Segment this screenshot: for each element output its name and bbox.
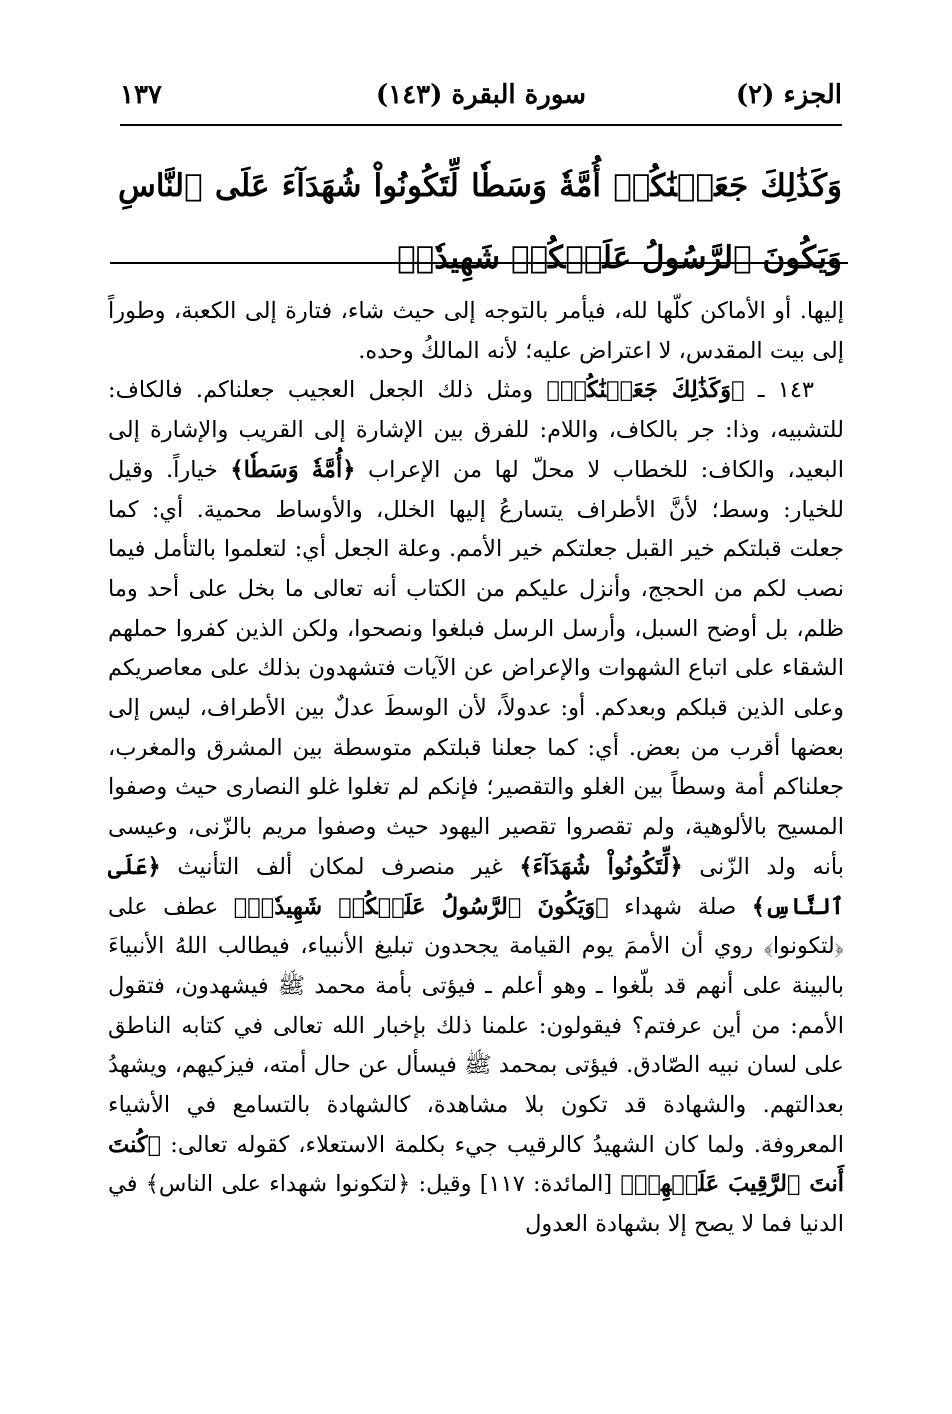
tafsir-body — [108, 292, 844, 1245]
quran-quote: ﴿لتكونوا﴾ — [763, 933, 844, 960]
quran-quote: ﴿عَلَى ٱلنَّاسِ﴾ — [108, 853, 844, 920]
paragraph — [108, 371, 844, 1244]
text-run: خياراً. وقيل للخيار: وسط؛ لأنَّ الأطراف يتسارعُ إليها الخلل، والأوساط محمية. أي: كما جعلت قبلتكم خير القبل جعلتكم خير الأمم. وعلة الجعل أي: لتعلموا بالتأمل فيما نصب لكم من الحجج، وأنزل عليكم من الكتاب أنه تعالى ما بخل على أحد وما ظلم، بل أوضح السبل، وأرسل الرسل فبلغوا ونصحوا، ولكن الذين كفروا حملهم الشقاء على اتباع الشهوات والإعراض عن الآيات فتشهدون بذلك على معاصريكم وعلى الذين قبلكم وبعدكم. أو: عدولاً، لأن الوسطَ عدلٌ بين الأطراف، ليس إلى بعضها أقرب من بعض. أي: كما جعلنا قبلتكم متوسطة بين المشرق والمغرب، جعلناكم أمة وسطاً بين الغلو والتقصير؛ فإنكم لم تغلوا غلو النصارى حيث وصفوا المسيح بالألوهية، ولم تقصروا تقصير اليهود حيث وصفوا مريم بالزّنى، وعيسى بأنه ولد الزّنى — [108, 456, 844, 880]
text-run: ومثل ذلك الجعل العجيب جعلناكم. فالكاف: للتشبيه، وذا: جر بالكاف، واللام: للفرق بين الإشارة إلى القريب والإشارة إلى البعيد، والكاف: للخطاب لا محلّ لها من الإعراب — [108, 377, 845, 483]
quran-quote: ﴿لِّتَكُونُواْ شُهَدَآءَ﴾ — [519, 853, 683, 880]
text-run: [المائدة: ١١٧] وقيل: — [410, 1171, 621, 1198]
text-run: عطف على — [108, 893, 234, 920]
text-run: ١٤٣ ـ — [744, 377, 814, 404]
verse-divider — [110, 262, 848, 264]
quran-quote: ﴿كُنتَ أَنتَ ٱلرَّقِيبَ عَلَيۡهِمۡ﴾ — [108, 1131, 844, 1198]
juz-label: الجزء (٢) — [735, 80, 842, 110]
text-run: غير منصرف لمكان ألف التأنيث — [160, 853, 520, 880]
quran-quote: ﴿وَيَكُونَ ٱلرَّسُولُ عَلَيۡكُمۡ شَهِيدٗاۗ﴾ — [233, 893, 609, 920]
text-run: صلة شهداء — [608, 893, 752, 920]
page-number: ١٣٧ — [120, 80, 162, 110]
quran-verse: وَكَذَٰلِكَ جَعَلۡنَٰكُمۡ أُمَّةٗ وَسَطٗا لِّتَكُونُواْ شُهَدَآءَ عَلَى ٱلنَّاسِ وَيَكُونَ ٱلرَّسُولُ عَلَيۡكُمۡ شَهِيدٗاۗ — [118, 168, 842, 276]
quran-quote: ﴿وَكَذَٰلِكَ جَعَلۡنَٰكُمۡ﴾ — [546, 377, 745, 404]
quran-quote: ﴿لتكونوا شهداء على الناس﴾ — [145, 1171, 411, 1198]
paragraph: إليها. أو الأماكن كلّها لله، فيأمر بالتوجه إلى حيث شاء، فتارة إلى الكعبة، وطوراً إلى بيت المقدس، لا اعتراض عليه؛ لأنه المالكُ وحده. — [108, 298, 844, 364]
text-run: في الدنيا فما لا يصح إلا بشهادة العدول — [108, 1171, 844, 1238]
text-run: روي أن الأممَ يوم القيامة يجحدون تبليغ الأنبياء، فيطالب اللهُ الأنبياءَ بالبينة على أنهم قد بلّغوا ـ وهو أعلم ـ فيؤتى بأمة محمد ﷺ فيشهدون، فتقول الأمم: من أين عرفتم؟ فيقولون: علمنا ذلك بإخبار الله تعالى في كتابه الناطق على لسان نبيه الصّادق. فيؤتى بمحمد ﷺ فيسأل عن حال أمته، فيزكيهم، ويشهدُ بعدالتهم. والشهادة قد تكون بلا مشاهدة، كالشهادة بالتسامع في الأشياء المعروفة. ولما كان الشهيدُ كالرقيب جيء بكلمة الاستعلاء، كقوله تعالى: — [108, 933, 844, 1158]
surah-title: سورة البقرة (١٤٣) — [375, 80, 587, 110]
quran-quote: ﴿أُمَّةٗ وَسَطٗا﴾ — [230, 456, 356, 483]
page-header — [120, 74, 842, 126]
